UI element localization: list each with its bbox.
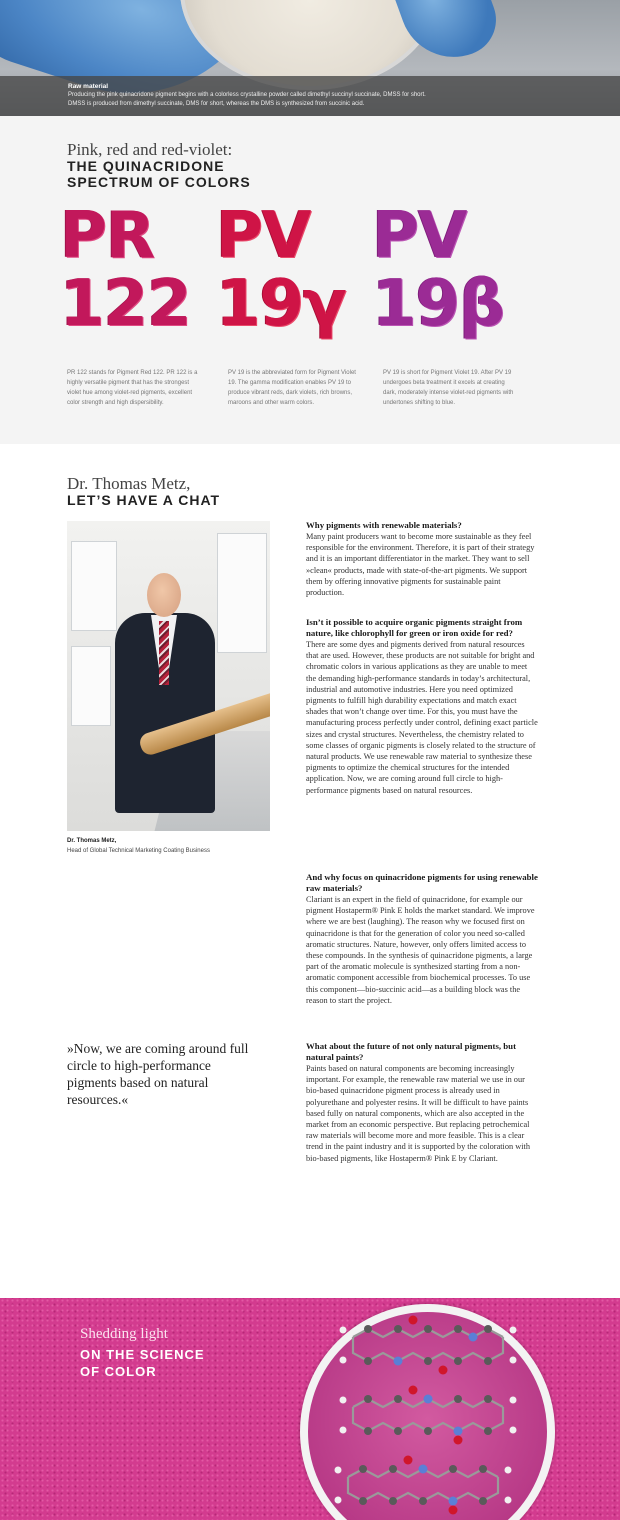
hero-image xyxy=(0,0,620,116)
interview-question: What about the future of not only natural pigments, but natural paints? xyxy=(306,1041,517,1062)
pigment-pv19-gamma-label xyxy=(216,199,346,341)
hero-caption-line: Producing the pink quinacridone pigment begins with a colorless crystalline powder called dimethyl succinyl succinate, DMSS for short. xyxy=(68,92,426,98)
window xyxy=(71,646,111,726)
interview-question: Isn’t it possible to acquire organic pigments straight from nature, like chlorophyll for green or iron oxide for red? xyxy=(306,617,523,638)
hero-caption-line: DMSS is produced from dimethyl succinate, DMS for short, whereas the DMS is synthesized from succinic acid. xyxy=(68,101,365,107)
pigment-number: 122 xyxy=(60,267,191,341)
spectrum-subtitle: Pink, red and red-violet: xyxy=(67,140,233,159)
interview-question: Why pigments with renewable materials? xyxy=(306,520,462,530)
pull-quote: »Now, we are coming around full circle to high-performance pigments based on natural resources.« xyxy=(67,1041,249,1107)
pigment-code: PV xyxy=(372,199,467,273)
spectrum-heading-line: THE QUINACRIDONE xyxy=(67,158,225,174)
interview-block xyxy=(306,1041,538,1164)
banner-heading xyxy=(80,1346,205,1380)
portrait-photo xyxy=(67,521,270,831)
spectrum-section xyxy=(0,116,620,444)
chat-heading: LET’S HAVE A CHAT xyxy=(67,492,221,508)
pigment-description: PV 19 is the abbreviated form for Pigment Violet 19. The gamma modification enables PV 19 to produce vibrant reds, dark violets, rich browns, maroons and other warm colors. xyxy=(228,370,356,406)
interview-question: And why focus on quinacridone pigments for using renewable raw materials? xyxy=(306,872,538,893)
pigment-number: 19β xyxy=(372,267,504,341)
photo-caption-role: Head of Global Technical Marketing Coating Business xyxy=(67,848,210,854)
chat-subtitle: Dr. Thomas Metz, xyxy=(67,474,191,493)
interview-answer: Paints based on natural components are becoming increasingly important. For example, the renewable raw material we use in our bio-based quinacridone pigment process is already used in polyurethane and polyester resins. It will be difficult to have paints based fully on natural components, which are also accepted in the market from an economic perspective. But replacing petrochemical raw materials will become more and more feasible. This is a clear trend in the paint industry and it is supported by the coloration with bio-based pigments, like Hostaperm® Pink E by Clariant. xyxy=(306,1064,530,1163)
interview-block xyxy=(306,872,538,1006)
molecule-illustration xyxy=(308,1312,547,1520)
window xyxy=(217,533,267,653)
pigment-description: PR 122 stands for Pigment Red 122. PR 122 is a highly versatile pigment that has the strongest violet hue among violet-red pigments, excellent color strength and high dispersibility. xyxy=(67,370,198,406)
banner-heading-line: OF COLOR xyxy=(80,1364,157,1379)
interview-block xyxy=(306,617,538,796)
photo-caption xyxy=(67,836,210,856)
pigment-pr122-label xyxy=(60,199,191,341)
molecule-circle xyxy=(300,1304,555,1520)
hero-caption-title: Raw material xyxy=(68,83,109,90)
interview-answer: There are some dyes and pigments derived from natural resources that are used. However, these products are not suitable for bright and chromatic colors in various applications as they are unable to meet the demanding high-performance standards in today’s architectural, industrial and automotive industries. Here you need optimized pigments to fulfill high durability expectations and match exact shades that won’t change over time. For this, you must have the manufacturing process perfectly under control, defining exact particle sizes and crystal structures. Nevertheless, the chemistry related to some classes of organic pigments is closely related to the structure of natural products. We use renewable raw material to synthesize these pigments to optimize the chemical structures for the intended application. Now, we are coming around full circle to high-performance pigments based on natural resources. xyxy=(306,640,538,795)
hero-caption xyxy=(0,76,620,116)
pigment-pv19-beta-label xyxy=(372,199,504,341)
person-tie xyxy=(159,621,169,685)
pigment-number: 19γ xyxy=(216,267,346,341)
interview-answer: Many paint producers want to become more sustainable as they feel responsible for the environment. Therefore, it is part of their strategy and it is an important differentiator in the market. They want to sell »clean« products, made with state-of-the-art pigments. We support them by offering innovative pigments for sustainable paint production. xyxy=(306,532,535,598)
spectrum-heading xyxy=(67,158,251,190)
science-banner xyxy=(0,1298,620,1520)
spectrum-heading-line: SPECTRUM OF COLORS xyxy=(67,174,251,190)
person-head xyxy=(147,573,181,617)
pigment-code: PR xyxy=(60,199,155,273)
window xyxy=(71,541,117,631)
pigment-description: PV 19 is short for Pigment Violet 19. After PV 19 undergoes beta treatment it excels at creating dark, moderately intense violet-red pigments with undertones shifting to blue. xyxy=(383,370,514,406)
banner-heading-line: ON THE SCIENCE xyxy=(80,1347,205,1362)
interview-block xyxy=(306,520,538,598)
pigment-code: PV xyxy=(216,199,311,273)
interview-answer: Clariant is an expert in the field of quinacridone, for example our pigment Hostaperm® Pink E holds the market standard. We improve where we are best (laughing). The reason why we focused first on quinacridone is that for the generation of color you need so-called aromatic structures. Nature, however, only offers limited access to these compounds. In the synthesis of quinacridone pigments, a large part of the aromatic molecule is synthesized starting from a non-aromatic component accessible from biochemical processes. To use this component—bio-succinic acid—as a building block was the reason to start the project. xyxy=(306,895,535,1005)
banner-subtitle: Shedding light xyxy=(80,1326,168,1342)
photo-caption-name: Dr. Thomas Metz, xyxy=(67,838,117,844)
